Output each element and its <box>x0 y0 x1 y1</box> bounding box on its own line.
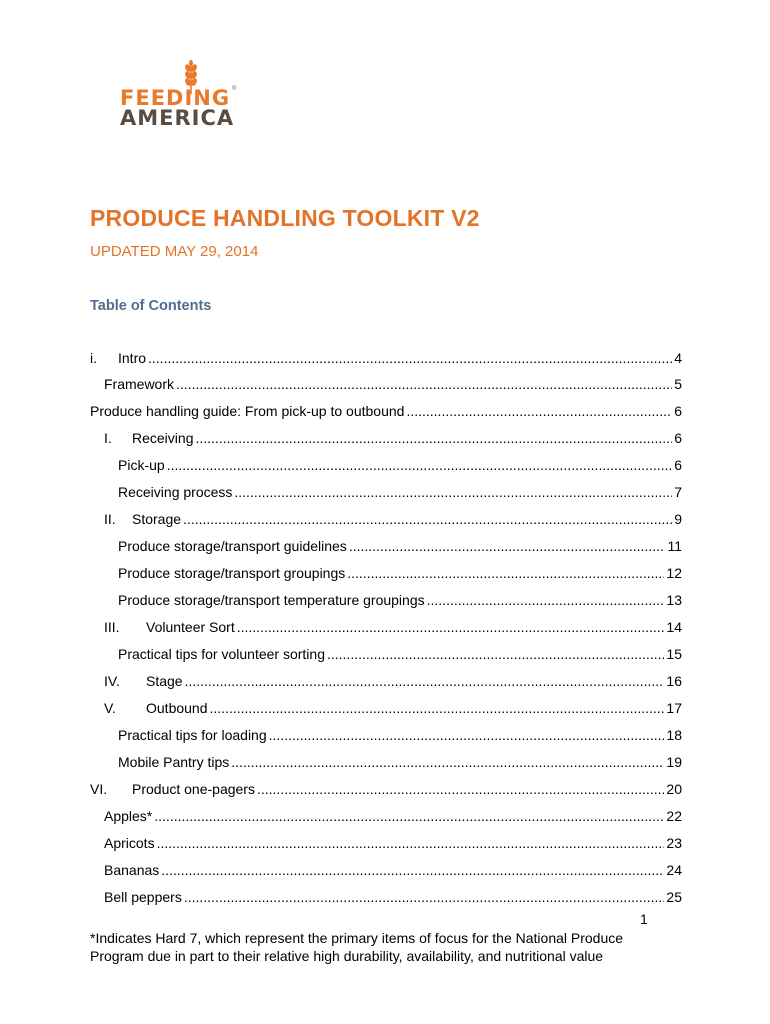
toc-page: 9 <box>674 511 682 527</box>
toc-label: Bananas <box>104 862 160 878</box>
toc-label: Receiving process <box>118 484 233 500</box>
toc-page: 20 <box>666 781 682 797</box>
toc-leader <box>349 537 666 555</box>
toc-leader <box>234 483 672 501</box>
toc-number: V. <box>104 700 116 716</box>
toc-page: 15 <box>666 646 682 662</box>
toc-number: II. <box>104 511 116 527</box>
toc-leader <box>231 753 664 771</box>
toc-label: Intro <box>118 350 147 366</box>
toc-entry-loading-tips[interactable] <box>118 726 682 744</box>
toc-label: Volunteer Sort <box>146 619 235 635</box>
toc-page: 19 <box>666 754 682 770</box>
toc-leader <box>148 349 672 367</box>
toc-leader <box>161 861 664 879</box>
toc-label: Receiving <box>132 430 194 446</box>
toc-label: Produce handling guide: From pick-up to outbound <box>90 403 405 419</box>
toc-heading: Table of Contents <box>90 298 212 314</box>
toc-number: IV. <box>104 673 120 689</box>
toc-entry-produce-handling-guide[interactable] <box>90 402 682 420</box>
toc-page: 6 <box>674 430 682 446</box>
toc-number: I. <box>104 430 112 446</box>
toc-entry-apples[interactable] <box>104 807 682 825</box>
toc-label: Practical tips for volunteer sorting <box>118 646 325 662</box>
feeding-america-logo <box>120 60 240 130</box>
toc-page: 13 <box>666 592 682 608</box>
toc-entry-receiving-process[interactable] <box>118 483 682 501</box>
toc-page: 12 <box>666 565 682 581</box>
toc-leader <box>157 834 665 852</box>
toc-number: i. <box>90 350 97 366</box>
toc-leader <box>185 672 665 690</box>
toc-leader <box>184 888 665 906</box>
toc-label: Bell peppers <box>104 889 182 905</box>
toc-entry-storage-groupings[interactable] <box>118 564 682 582</box>
toc-page: 18 <box>666 727 682 743</box>
toc-label: Product one-pagers <box>132 781 255 797</box>
document-subtitle: UPDATED MAY 29, 2014 <box>90 243 259 260</box>
toc-entry-outbound[interactable] <box>104 699 682 717</box>
toc-entry-bananas[interactable] <box>104 861 682 879</box>
logo-text-america: AMERICA <box>120 106 235 130</box>
toc-leader <box>257 780 664 798</box>
toc-leader <box>210 699 665 717</box>
toc-entry-intro[interactable] <box>90 349 682 367</box>
toc-page: 23 <box>666 835 682 851</box>
toc-page: 6 <box>674 403 682 419</box>
toc-entry-framework[interactable] <box>104 375 682 393</box>
registered-mark: ® <box>232 86 237 92</box>
toc-entry-product-one-pagers[interactable] <box>90 780 682 798</box>
footnote: *Indicates Hard 7, which represent the primary items of focus for the National Produce Program due in part to their relative high durability, availability, and nutritional value <box>90 930 624 964</box>
toc-leader <box>154 807 664 825</box>
toc-entry-volunteer-sort[interactable] <box>104 618 682 636</box>
toc-leader <box>347 564 664 582</box>
toc-leader <box>237 618 665 636</box>
toc-entry-mobile-pantry-tips[interactable] <box>118 753 682 771</box>
toc-number: III. <box>104 619 120 635</box>
toc-leader <box>195 429 672 447</box>
toc-entry-pick-up[interactable] <box>118 456 682 474</box>
toc-page: 22 <box>666 808 682 824</box>
toc-label: Practical tips for loading <box>118 727 267 743</box>
toc-label: Apples* <box>104 808 153 824</box>
toc-label: Framework <box>104 376 175 392</box>
toc-entry-bell-peppers[interactable] <box>104 888 682 906</box>
toc-page: 11 <box>667 538 682 554</box>
toc-entry-temperature-groupings[interactable] <box>118 591 682 609</box>
toc-label: Mobile Pantry tips <box>118 754 230 770</box>
toc-page: 25 <box>666 889 682 905</box>
toc-page: 5 <box>674 376 682 392</box>
toc-page: 7 <box>674 484 682 500</box>
toc-label: Pick-up <box>118 457 165 473</box>
toc-label: Produce storage/transport groupings <box>118 565 346 581</box>
toc-label: Produce storage/transport guidelines <box>118 538 347 554</box>
toc-page: 24 <box>666 862 682 878</box>
toc-page: 17 <box>666 700 682 716</box>
toc-entry-storage[interactable] <box>104 510 682 528</box>
toc-leader <box>406 402 672 420</box>
toc-label: Outbound <box>146 700 208 716</box>
toc-page: 16 <box>666 673 682 689</box>
toc-leader <box>327 645 664 663</box>
toc-entry-apricots[interactable] <box>104 834 682 852</box>
toc-leader <box>167 456 673 474</box>
toc-page: 4 <box>674 350 682 366</box>
toc-page: 6 <box>674 457 682 473</box>
toc-label: Storage <box>132 511 182 527</box>
toc-page: 14 <box>666 619 682 635</box>
toc-leader <box>176 375 672 393</box>
toc-leader <box>269 726 665 744</box>
toc-label: Stage <box>146 673 183 689</box>
logo-text-feeding: FEEDING <box>120 86 231 110</box>
toc-leader <box>183 510 672 528</box>
toc-leader <box>427 591 665 609</box>
toc-label: Produce storage/transport temperature groupings <box>118 592 425 608</box>
document-title: PRODUCE HANDLING TOOLKIT V2 <box>90 205 480 231</box>
toc-entry-storage-guidelines[interactable] <box>118 537 682 555</box>
toc-entry-stage[interactable] <box>104 672 682 690</box>
toc-number: VI. <box>90 781 108 797</box>
toc-entry-volunteer-tips[interactable] <box>118 645 682 663</box>
toc-entry-receiving[interactable] <box>104 429 682 447</box>
toc-label: Apricots <box>104 835 155 851</box>
page-number: 1 <box>640 911 648 927</box>
